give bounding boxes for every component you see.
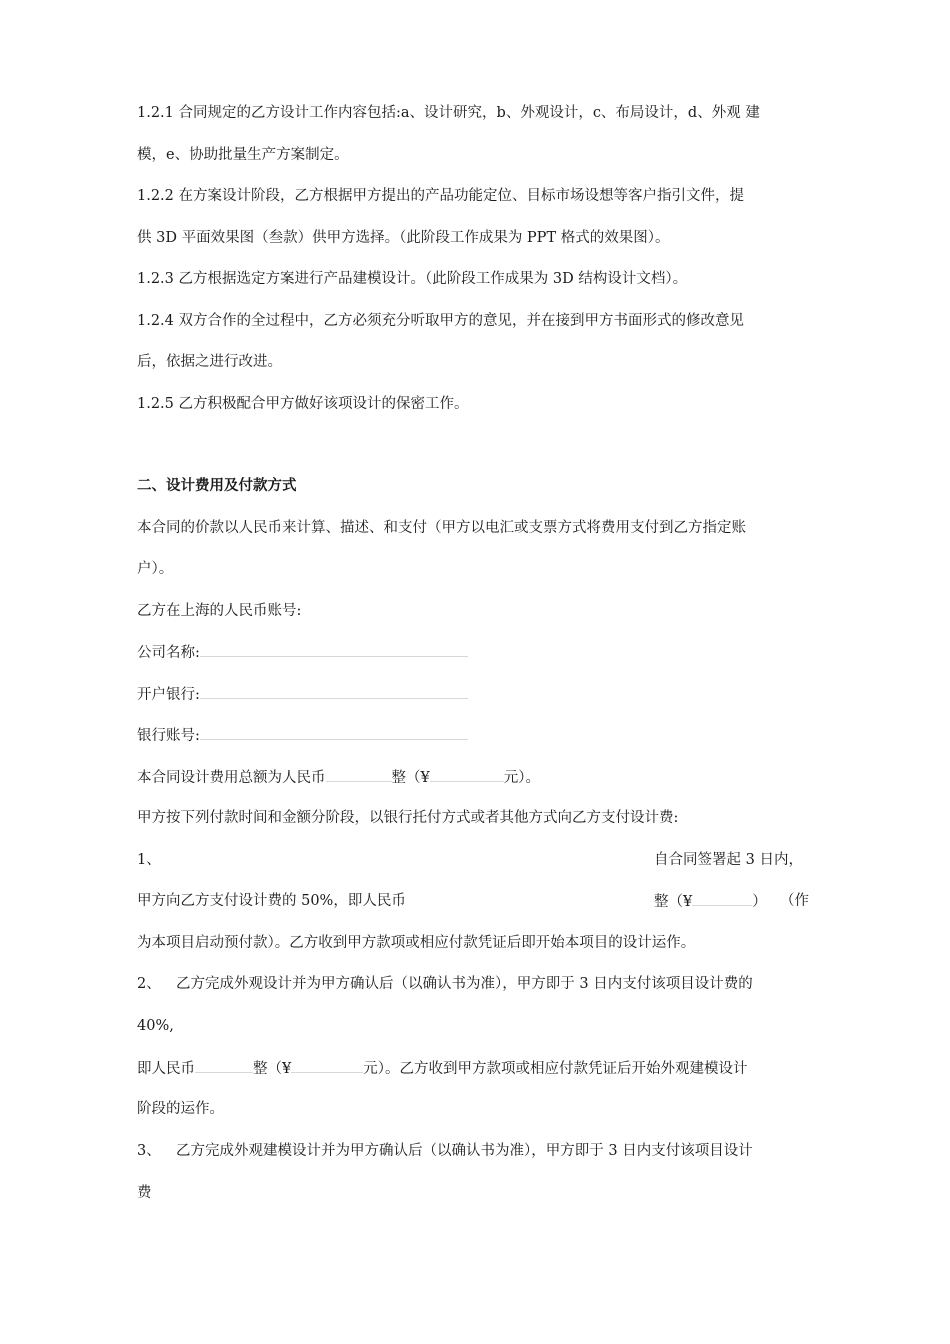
item2-number: 2、 bbox=[137, 976, 161, 992]
item3-number: 3、 bbox=[137, 1143, 161, 1159]
clause-1-2-2-line1: 1.2.2 在方案设计阶段，乙方根据甲方提出的产品功能定位、目标市场设想等客户指引文件，提 bbox=[137, 188, 744, 204]
clause-1-2-1-line2: 模，e、协助批量生产方案制定。 bbox=[137, 147, 349, 163]
account-number-field[interactable] bbox=[200, 725, 468, 740]
section-2-heading: 二、设计费用及付款方式 bbox=[137, 478, 297, 494]
clause-1-2-5: 1.2.5 乙方积极配合甲方做好该项设计的保密工作。 bbox=[137, 396, 469, 412]
item2-amount-field[interactable] bbox=[195, 1058, 253, 1073]
item2-line2: 40%, bbox=[137, 1018, 174, 1034]
item1-line2-left: 甲方向乙方支付设计费的 50%，即人民币 bbox=[137, 893, 406, 909]
item2-yen-field[interactable] bbox=[291, 1058, 363, 1073]
item1-line2-right: 整（¥ ） bbox=[654, 891, 767, 912]
clause-1-2-1-line1: 1.2.1 合同规定的乙方设计工作内容包括:a、设计研究，b、外观设计，c、布局设计，d、外观 建 bbox=[137, 105, 760, 121]
payment-intro-line1: 本合同的价款以人民币来计算、描述、和支付（甲方以电汇或支票方式将费用支付到乙方指定账 bbox=[137, 520, 746, 536]
company-name-label: 公司名称: bbox=[137, 645, 200, 661]
clause-1-2-2-line2: 供 3D 平面效果图（叁款）供甲方选择。（此阶段工作成果为 PPT 格式的效果图）。 bbox=[137, 230, 670, 246]
account-number-row bbox=[137, 725, 468, 746]
company-name-field[interactable] bbox=[200, 642, 468, 657]
item2-line4: 阶段的运作。 bbox=[137, 1101, 224, 1117]
bank-row bbox=[137, 684, 468, 705]
total-fee-yen-field[interactable] bbox=[430, 767, 504, 782]
clause-1-2-4-line2: 后，依据之进行改进。 bbox=[137, 354, 282, 370]
account-title: 乙方在上海的人民币账号: bbox=[137, 603, 302, 619]
total-fee-row: 本合同设计费用总额为人民币 整（¥ 元）。 bbox=[137, 767, 540, 788]
total-fee-amount-field[interactable] bbox=[326, 767, 392, 782]
clause-1-2-4-line1: 1.2.4 双方合作的全过程中，乙方必须充分听取甲方的意见，并在接到甲方书面形式的修改意见 bbox=[137, 313, 744, 329]
company-name-row bbox=[137, 642, 468, 663]
item1-line3: 为本项目启动预付款）。乙方收到甲方款项或相应付款凭证后即开始本项目的设计运作。 bbox=[137, 935, 696, 951]
item2-amount-row: 即人民币 整（¥ 元）。乙方收到甲方款项或相应付款凭证后开始外观建模设计 bbox=[137, 1058, 747, 1079]
item1-number: 1、 bbox=[137, 852, 161, 868]
item3-line1: 乙方完成外观建模设计并为甲方确认后（以确认书为准），甲方即于 3 日内支付该项目设计 bbox=[176, 1143, 753, 1159]
clause-1-2-3: 1.2.3 乙方根据选定方案进行产品建模设计。（此阶段工作成果为 3D 结构设计文档）。 bbox=[137, 271, 688, 287]
item2-line1: 乙方完成外观设计并为甲方确认后（以确认书为准），甲方即于 3 日内支付该项目设计费的 bbox=[176, 976, 753, 992]
item1-timing: 自合同签署起 3 日内， bbox=[654, 852, 803, 868]
payment-intro-line2: 户）。 bbox=[137, 561, 174, 577]
bank-label: 开户银行: bbox=[137, 687, 200, 703]
account-number-label: 银行账号: bbox=[137, 728, 200, 744]
item1-line2-end: （作 bbox=[780, 893, 809, 909]
bank-field[interactable] bbox=[200, 684, 468, 699]
item1-yen-field[interactable] bbox=[692, 891, 752, 906]
stages-intro: 甲方按下列付款时间和金额分阶段，以银行托付方式或者其他方式向乙方支付设计费: bbox=[137, 810, 679, 826]
item3-line2: 费 bbox=[137, 1185, 152, 1201]
